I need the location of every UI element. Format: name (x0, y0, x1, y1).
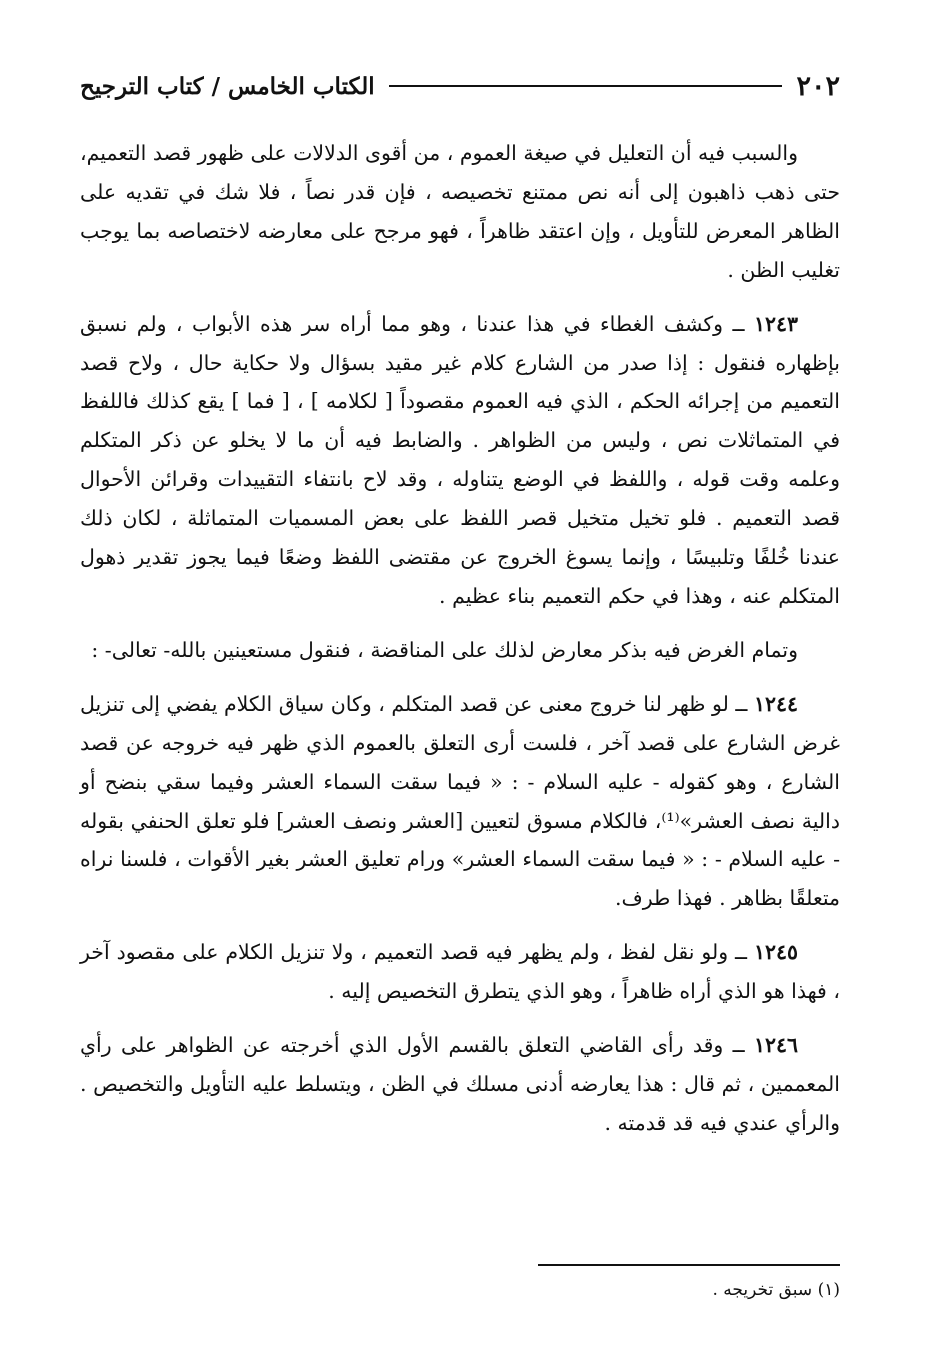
paragraph-number: ١٢٤٦ (753, 1033, 798, 1058)
footnote: (١) سبق تخريجه . (712, 1280, 840, 1300)
paragraph-text: وتمام الغرض فيه بذكر معارض لذلك على المناقضة ، فنقول مستعينين بالله- تعالى- : (91, 637, 798, 662)
paragraph-number: ١٢٤٣ (753, 311, 798, 336)
header-rule (389, 85, 783, 87)
paragraph-text: ــ ولو نقل لفظ ، ولم يظهر فيه قصد التعميم ، ولا تنزيل الكلام على مقصود آخر ، فهذا هو الذي أراه ظاهراً ، وهو الذي يتطرق التخصيص إليه . (80, 940, 840, 1004)
paragraph-number: ١٢٤٤ (753, 691, 798, 716)
main-text (80, 134, 840, 1143)
paragraph-text: ــ وكشف الغطاء في هذا عندنا ، وهو مما أراه سر هذه الأبواب ، ولم نسبق بإظهاره فنقول : إذا صدر من الشارع كلام غير مقيد بسؤال ولا حكاية حال ، ولاح قصد التعميم من إجرائه الحكم ، الذي فيه العموم مقصوداً [ لكلامه ] ، [ فما ] يقع كذلك فاللفظ في المتماثلات نص ، وليس من الظواهر . والضابط فيه أن ما لا يخلو عن ذكر المتكلم وعلمه وقت قوله ، واللفظ في الوضع يتناوله ، وقد لاح بانتفاء التقييدات وقرائن الأحوال قصد التعميم . فلو تخيل متخيل قصر اللفظ على بعض المسميات المتماثلة ، لكان ذلك عندنا خُلفًا وتلبيسًا ، وإنما يسوغ الخروج عن مقتضى اللفظ وضعًا فيما يجوز تقدير ذهول المتكلم عنه ، وهذا في حكم التعميم بناء عظيم . (80, 311, 840, 608)
running-title: الكتاب الخامس / كتاب الترجيح (80, 72, 375, 100)
paragraph (80, 305, 840, 616)
paragraph (80, 685, 840, 918)
page-header (80, 66, 840, 106)
paragraph (80, 631, 840, 670)
paragraph-text: والسبب فيه أن التعليل في صيغة العموم ، من أقوى الدلالات على ظهور قصد التعميم، حتى ذهب ذاهبون إلى أنه نص ممتنع تخصيصه ، فإن قدر نصاً ، فلا شك في تقديه على الظاهر المعرض للتأويل ، وإن اعتقد ظاهراً ، فهو مرجح على معارضه لاختصاصه بما يوجب تغليب الظن . (80, 141, 840, 282)
paragraph-number: ١٢٤٥ (753, 940, 798, 965)
page-number: ٢٠٢ (796, 70, 840, 102)
paragraph (80, 134, 840, 290)
paragraph-text: ــ لو ظهر لنا خروج معنى عن قصد المتكلم ، وكان سياق الكلام يفضي إلى تنزيل غرض الشارع على قصد آخر ، فلست أرى التعلق بالعموم الذي ظهر فيه خروجه عن قصد الشارع ، وهو كقوله - عليه السلام - : « فيما سقت السماء العشر وفيما سقي بنضح أو دالية نصف العشر»⁽¹⁾، فالكلام مسوق لتعيين [العشر ونصف العشر] فلو تعلق الحنفي بقوله - عليه السلام - : « فيما سقت السماء العشر» ورام تعليق العشر بغير الأقوات ، فلسنا نراه متعلقًا بظاهر . فهذا طرف. (80, 691, 840, 911)
paragraph (80, 933, 840, 1011)
paragraph-text: ــ وقد رأى القاضي التعلق بالقسم الأول الذي أخرجته عن الظواهر على رأي المعممين ، ثم قال : هذا يعارضه أدنى مسلك في الظن ، ويتسلط عليه التأويل والتخصيص . والرأي عندي فيه قد قدمته . (80, 1033, 840, 1135)
paragraph (80, 1026, 840, 1143)
footnote-rule (538, 1264, 840, 1266)
